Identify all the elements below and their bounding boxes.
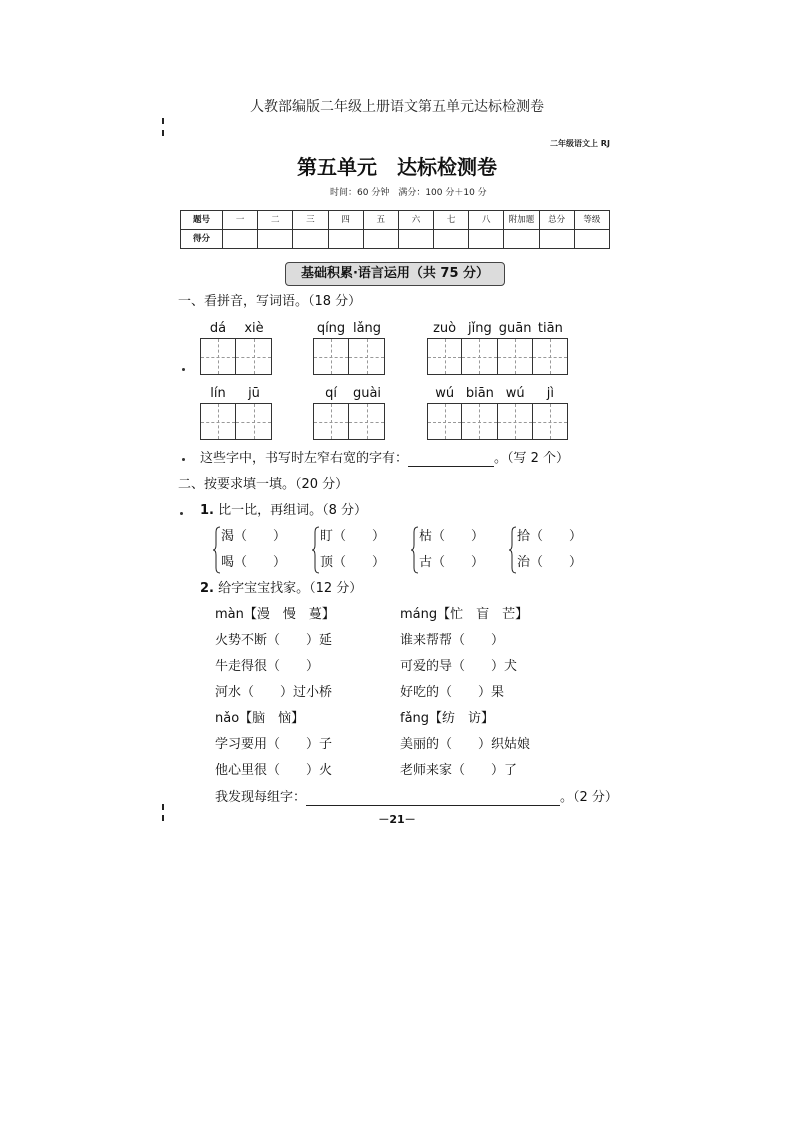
fill-sentence: 美丽的（ ）织姑娘 (400, 737, 531, 752)
fill-sentence: 学习要用（ ）子 (215, 737, 333, 752)
pinyin-syllable: guài (352, 386, 382, 401)
part-number: 2. (200, 581, 214, 596)
score-header-cell: 一 (223, 211, 258, 230)
score-header-cell: 七 (434, 211, 469, 230)
writing-box (200, 403, 236, 440)
pinyin-word-group (200, 320, 272, 375)
question-2-part-2-title (200, 581, 362, 597)
writing-box (236, 338, 272, 375)
summary-line (215, 790, 618, 806)
part-number: 1. (200, 503, 214, 518)
section-banner: 基础积累·语言运用（共 75 分） (285, 262, 505, 286)
pinyin-word-group (427, 385, 568, 440)
writing-box (313, 403, 349, 440)
char-cell (462, 320, 497, 375)
score-header-cell: 三 (293, 211, 328, 230)
writing-box (533, 338, 568, 375)
score-row-label: 得分 (181, 230, 223, 249)
writing-box (349, 338, 385, 375)
pinyin-word-group (427, 320, 568, 375)
compare-item: 治（ ） (517, 555, 583, 570)
score-header-cell: 题号 (181, 211, 223, 230)
pinyin-word-group (313, 320, 385, 375)
brace-icon (311, 526, 320, 574)
writing-box (427, 403, 462, 440)
brace-icon (212, 526, 221, 574)
score-cell (469, 230, 504, 249)
char-cell (313, 385, 349, 440)
group-chars: 【漫 慢 蔓】 (243, 607, 335, 622)
group-chars: 【纺 访】 (429, 711, 495, 726)
grade-tag: 二年级语文上 RJ (550, 139, 610, 148)
compare-item: 喝（ ） (221, 555, 287, 570)
writing-box (236, 403, 272, 440)
compare-item: 古（ ） (419, 555, 485, 570)
char-cell (236, 320, 272, 375)
writing-box (462, 403, 497, 440)
compare-item: 盯（ ） (320, 529, 386, 544)
summary-prefix: 我发现每组字： (215, 790, 307, 805)
pinyin-syllable: wú (435, 386, 455, 401)
score-header-cell: 附加题 (504, 211, 539, 230)
fill-sentence: 好吃的（ ）果 (400, 685, 505, 700)
score-table-header-row (181, 211, 610, 230)
char-cell (349, 320, 385, 375)
brace-icon (410, 526, 419, 574)
compare-pair (311, 526, 406, 574)
writing-box (498, 338, 533, 375)
scan-speck (182, 368, 185, 371)
writing-box (349, 403, 385, 440)
score-cell (223, 230, 258, 249)
score-header-cell: 四 (328, 211, 363, 230)
summary-suffix: 。（2 分） (560, 790, 618, 805)
group-pinyin: màn (215, 607, 244, 622)
fill-sentence: 谁来帮帮（ ） (400, 633, 505, 648)
fill-sentence: 河水（ ）过小桥 (215, 685, 333, 700)
char-cell (533, 385, 568, 440)
binding-mark-top (162, 118, 164, 136)
score-header-cell: 五 (363, 211, 398, 230)
note-suffix: 。（写 2 个） (494, 451, 570, 466)
score-header-cell: 等级 (574, 211, 609, 230)
pinyin-syllable: biān (465, 386, 494, 401)
char-cell (427, 385, 462, 440)
pinyin-syllable: xiè (244, 321, 264, 336)
note-prefix: 这些字中，书写时左窄右宽的字有： (200, 451, 409, 466)
writing-box (427, 338, 462, 375)
question-1-note (200, 451, 569, 467)
answer-blank (408, 453, 494, 467)
char-cell (349, 385, 385, 440)
exam-title: 第五单元 达标检测卷 (297, 155, 497, 179)
writing-box (533, 403, 568, 440)
compare-item: 枯（ ） (419, 529, 485, 544)
fill-sentence: 老师来家（ ）了 (400, 763, 518, 778)
pinyin-syllable: qíng (316, 321, 346, 336)
char-cell (498, 320, 533, 375)
question-2-part-1-title (200, 503, 367, 519)
pinyin-syllable: zuò (433, 321, 457, 336)
fill-sentence: 火势不断（ ）延 (215, 633, 333, 648)
score-cell (363, 230, 398, 249)
char-cell (200, 385, 236, 440)
writing-box (200, 338, 236, 375)
char-cell (200, 320, 236, 375)
char-group-header (400, 607, 528, 623)
question-2-title: 二、按要求填一填。（20 分） (178, 477, 349, 492)
writing-box (462, 338, 497, 375)
part-text: 比一比，再组词。（8 分） (218, 503, 368, 518)
question-1-title: 一、看拼音，写词语。（18 分） (178, 294, 362, 309)
char-group-header (215, 711, 304, 727)
pinyin-word-group (313, 385, 385, 440)
group-pinyin: fǎng (400, 711, 430, 726)
fill-sentence: 他心里很（ ）火 (215, 763, 333, 778)
pinyin-syllable: lín (210, 386, 226, 401)
score-header-cell: 六 (398, 211, 433, 230)
score-cell (504, 230, 539, 249)
score-header-cell: 八 (469, 211, 504, 230)
compare-pair (508, 526, 603, 574)
group-pinyin: máng (400, 607, 438, 622)
score-cell (293, 230, 328, 249)
writing-box (498, 403, 533, 440)
char-cell (236, 385, 272, 440)
page-number: －21－ (378, 813, 416, 826)
writing-box (313, 338, 349, 375)
scan-speck (180, 512, 183, 515)
compare-item: 拾（ ） (517, 529, 583, 544)
pinyin-syllable: qí (325, 386, 337, 401)
fill-sentence: 可爱的导（ ）犬 (400, 659, 518, 674)
group-pinyin: nǎo (215, 711, 240, 726)
answer-blank (306, 792, 560, 806)
pinyin-syllable: jǐng (468, 321, 492, 336)
fill-sentence: 牛走得很（ ） (215, 659, 320, 674)
score-cell (574, 230, 609, 249)
pinyin-syllable: tiān (537, 321, 563, 336)
score-header-cell: 二 (258, 211, 293, 230)
char-cell (533, 320, 568, 375)
pinyin-syllable: dá (209, 321, 227, 336)
char-group-header (400, 711, 494, 727)
compare-pair (410, 526, 505, 574)
score-table-score-row (181, 230, 610, 249)
group-chars: 【忙 盲 芒】 (437, 607, 529, 622)
score-cell (328, 230, 363, 249)
score-cell (539, 230, 574, 249)
pinyin-syllable: wú (505, 386, 525, 401)
score-cell (434, 230, 469, 249)
pinyin-syllable: jì (546, 386, 554, 401)
score-cell (258, 230, 293, 249)
compare-pair (212, 526, 307, 574)
char-cell (498, 385, 533, 440)
compare-item: 渴（ ） (221, 529, 287, 544)
part-text: 给字宝宝找家。（12 分） (218, 581, 363, 596)
scan-speck (182, 458, 185, 461)
pinyin-word-group (200, 385, 272, 440)
pinyin-syllable: jū (248, 386, 260, 401)
score-table (180, 210, 610, 249)
pinyin-syllable: lǎng (352, 321, 382, 336)
exam-time-score: 时间：60 分钟 满分：100 分＋10 分 (330, 188, 487, 198)
pinyin-syllable: guān (498, 321, 532, 336)
brace-icon (508, 526, 517, 574)
char-cell (313, 320, 349, 375)
score-cell (398, 230, 433, 249)
compare-item: 顶（ ） (320, 555, 386, 570)
group-chars: 【脑 恼】 (239, 711, 305, 726)
char-group-header (215, 607, 335, 623)
document-header: 人教部编版二年级上册语文第五单元达标检测卷 (250, 99, 544, 115)
score-header-cell: 总分 (539, 211, 574, 230)
char-cell (462, 385, 497, 440)
char-cell (427, 320, 462, 375)
